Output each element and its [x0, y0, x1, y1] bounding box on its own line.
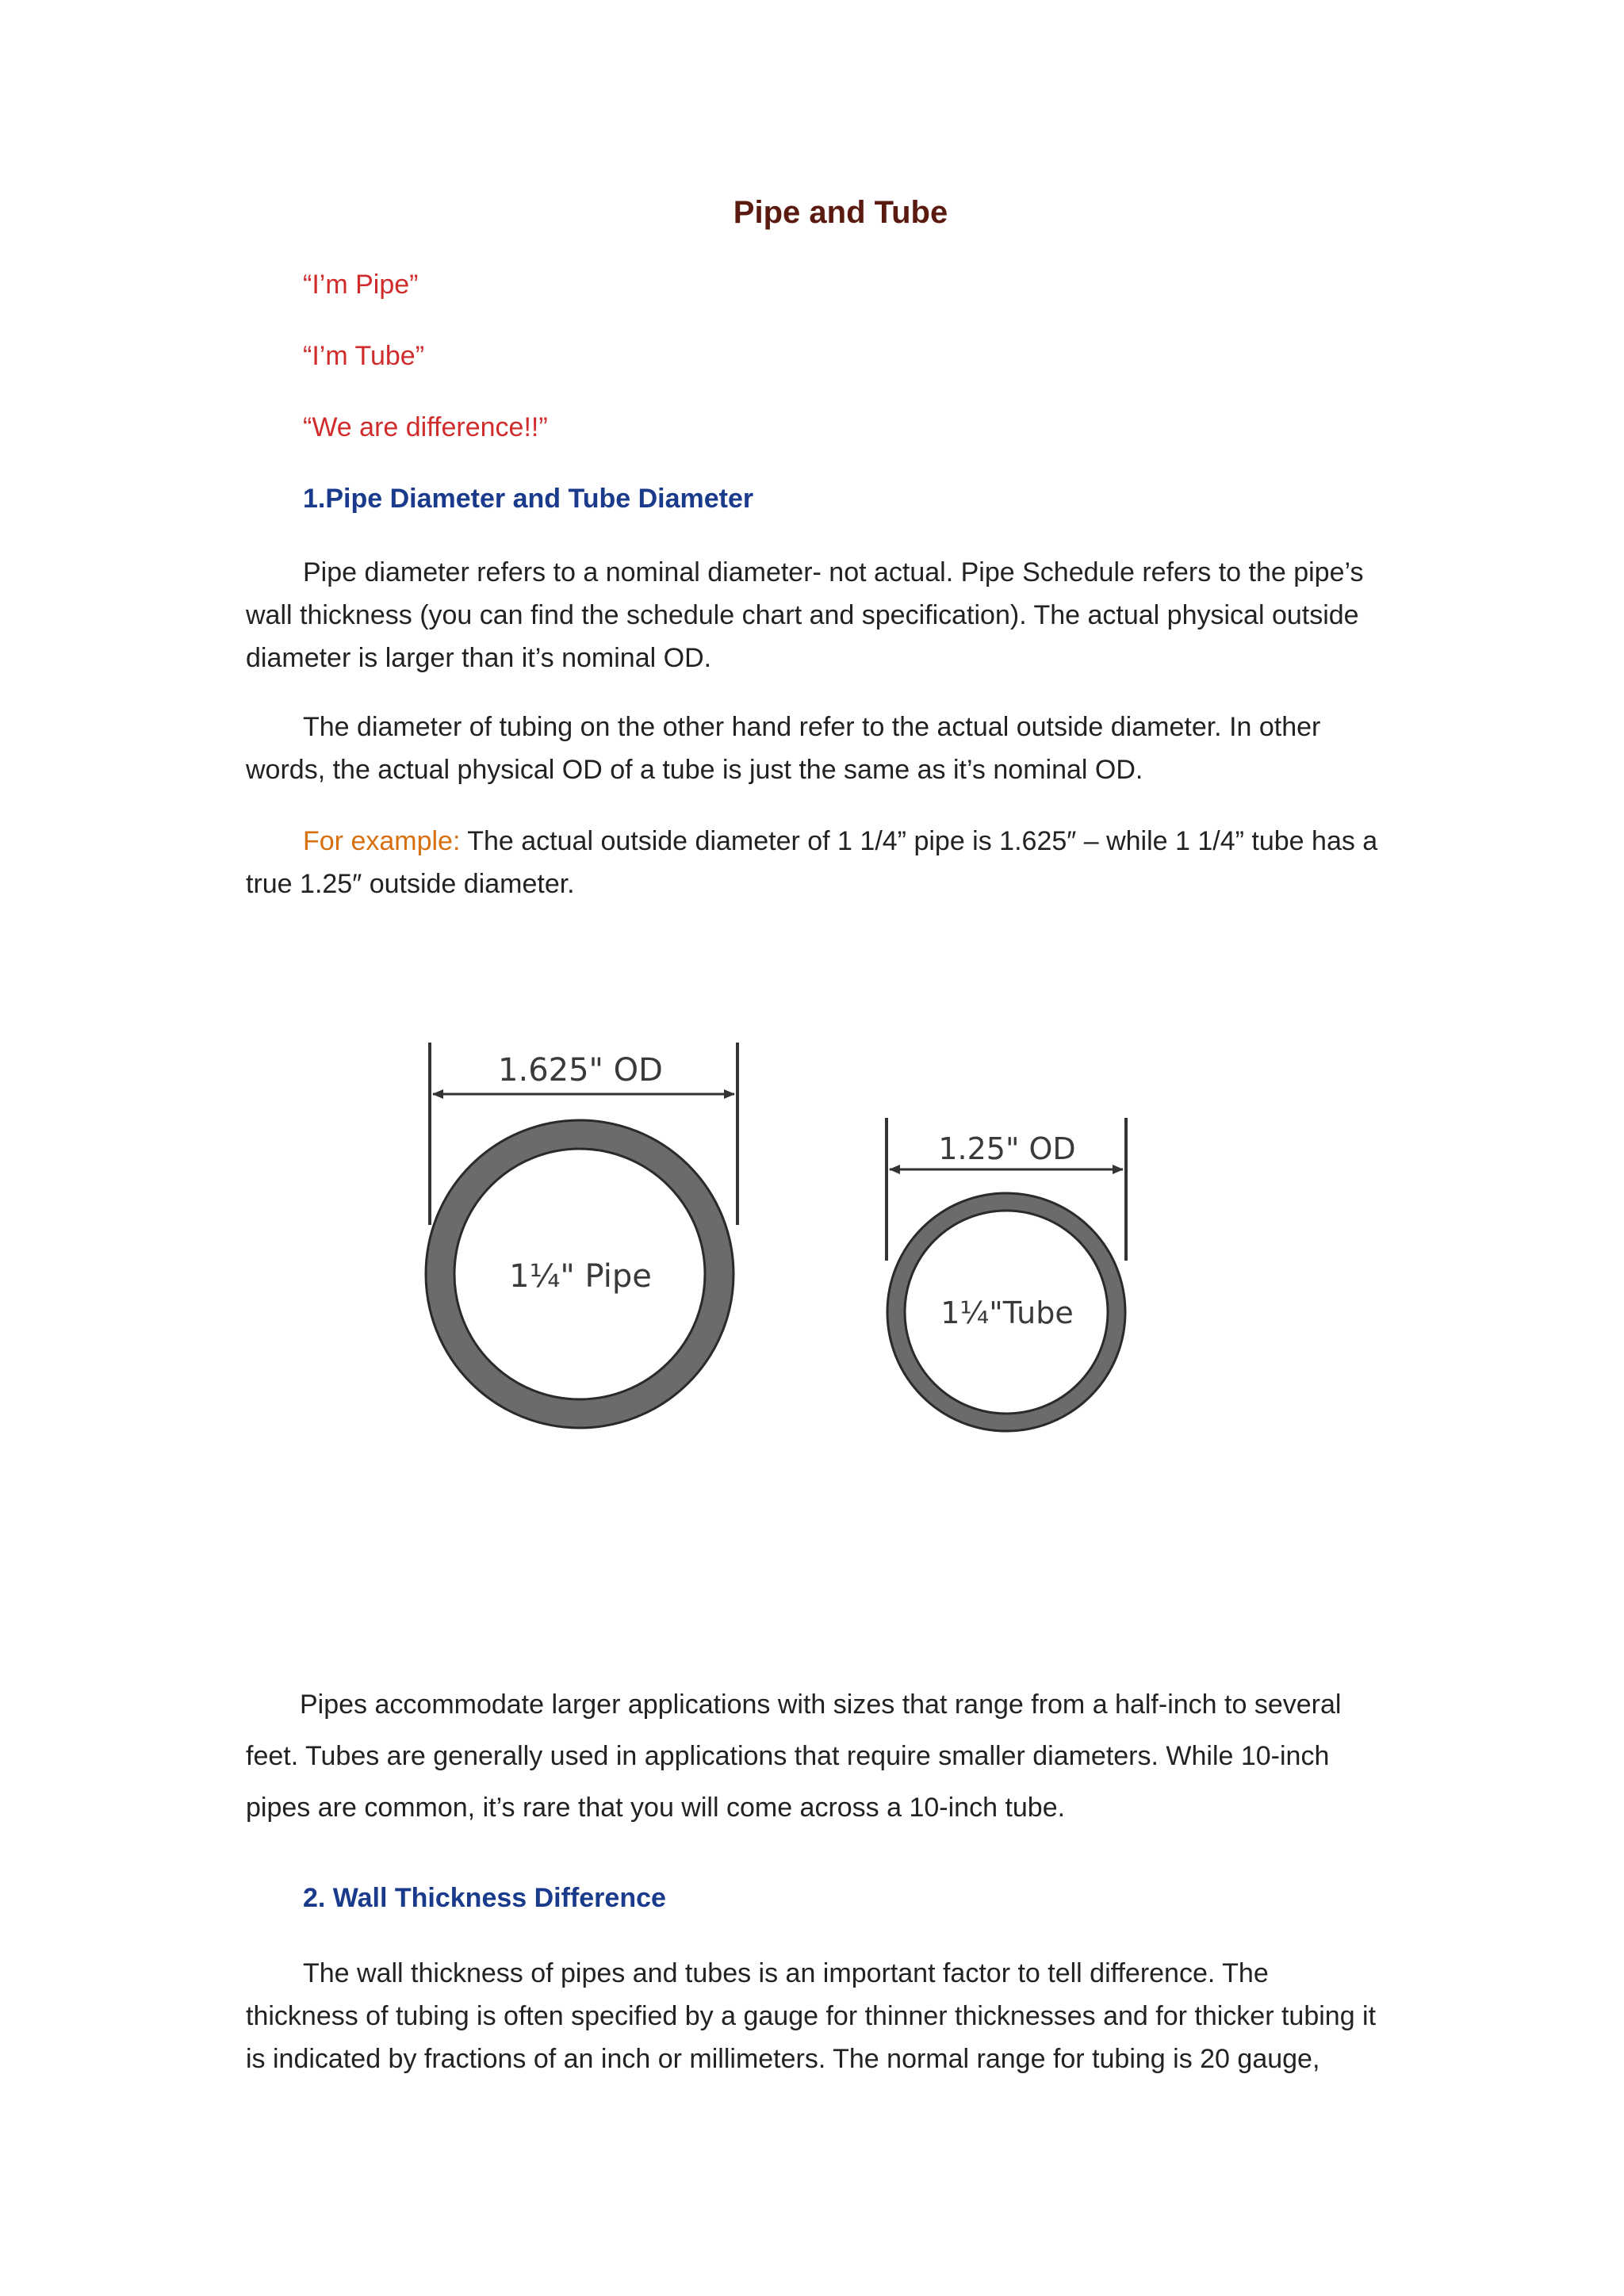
pipe-diagram [426, 1043, 737, 1428]
section-2-heading: 2. Wall Thickness Difference [303, 1883, 666, 1913]
pipe-tube-diagram [357, 995, 1213, 1502]
page-title: Pipe and Tube [733, 195, 948, 230]
section-1-example-paragraph [246, 820, 1388, 905]
quote-difference: “We are difference!!” [303, 412, 548, 442]
section-1-paragraph-3: Pipes accommodate larger applications with sizes that range from a half-inch to several feet. Tubes are generally used in applications that require smaller diameters. While 10-inch pipes are common, it’s rare that you will come across a 10-inch tube. [246, 1689, 1342, 1823]
quote-tube: “I’m Tube” [303, 341, 425, 371]
tube-od-label: 1.25" OD [938, 1131, 1076, 1166]
section-1-heading: 1.Pipe Diameter and Tube Diameter [303, 484, 754, 514]
quote-pipe: “I’m Pipe” [303, 270, 419, 300]
section-1-paragraph-2: The diameter of tubing on the other hand refer to the actual outside diameter. In other words, the actual physical OD of a tube is just the same as it’s nominal OD. [246, 712, 1321, 785]
example-label: For example: [303, 826, 461, 856]
pipe-label: 1¼" Pipe [509, 1258, 652, 1295]
example-text: The actual outside diameter of 1 1/4” pipe is 1.625″ – while 1 1/4” tube has a true 1.25″ outside diameter. [246, 826, 1378, 899]
section-1-paragraph-1: Pipe diameter refers to a nominal diameter- not actual. Pipe Schedule refers to the pipe’s wall thickness (you can find the schedule chart and specification). The actual physical outside diameter is larger than it’s nominal OD. [246, 557, 1364, 673]
pipe-tube-diagram-svg [357, 995, 1213, 1502]
section-2-paragraph-1: The wall thickness of pipes and tubes is an important factor to tell difference. The thickness of tubing is often specified by a gauge for thinner thicknesses and for thicker tubing it is indicated by fractions of an inch or millimeters. The normal range for tubing is 20 gauge, [246, 1958, 1377, 2074]
tube-diagram [887, 1118, 1126, 1431]
pipe-od-label: 1.625" OD [498, 1052, 663, 1089]
tube-label: 1¼"Tube [940, 1295, 1074, 1330]
